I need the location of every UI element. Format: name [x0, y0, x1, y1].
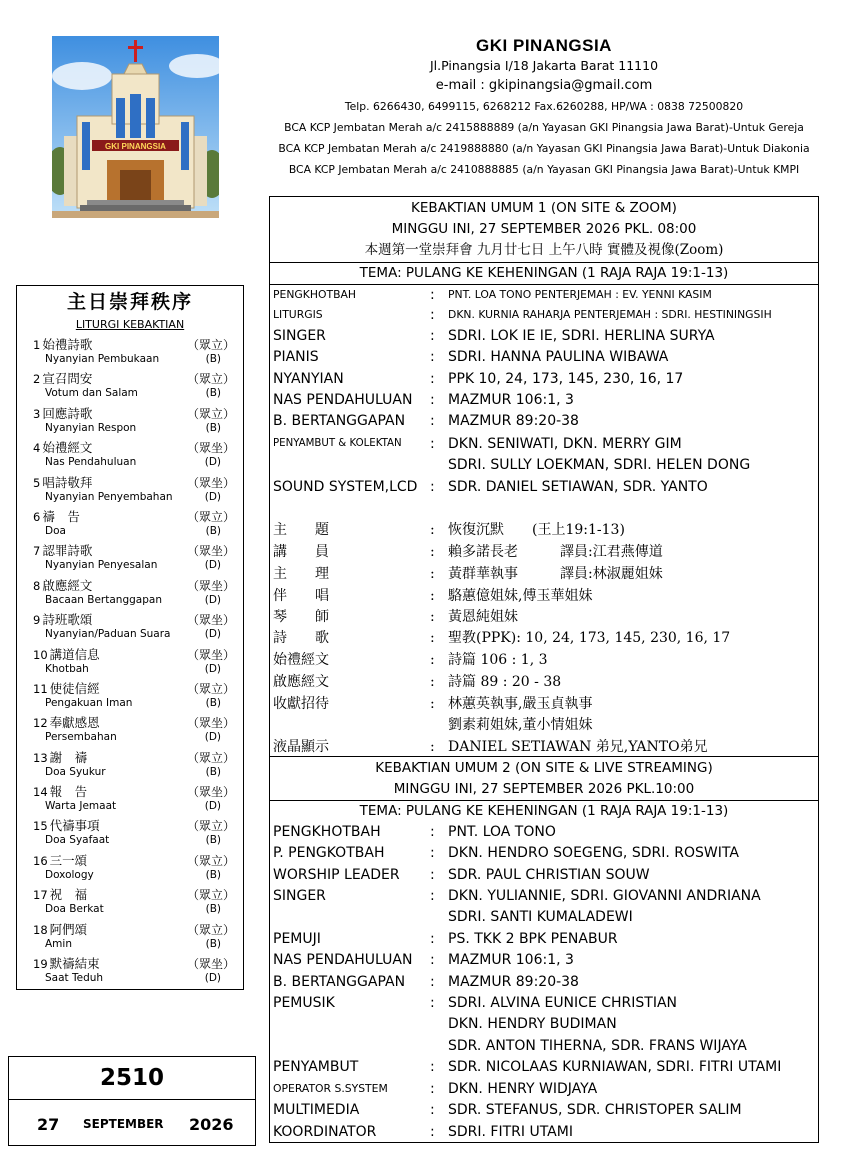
row-label: PENYAMBUT & KOLEKTAN [273, 438, 402, 449]
row-label: SOUND SYSTEM,LCD [273, 479, 418, 495]
row-label: NYANYIAN [273, 371, 344, 387]
order-item-number: 7 [33, 544, 41, 559]
row-value: DKN. YULIANNIE, SDRI. GIOVANNI ANDRIANA [448, 888, 761, 904]
row-value: 劉素莉姐妹,董小情姐妹 [448, 717, 593, 733]
order-item-number: 14 [33, 785, 48, 800]
order-title: 主日崇拜秩序 [66, 291, 193, 313]
row-separator: : [430, 974, 435, 990]
row-separator: : [430, 371, 435, 387]
row-separator: : [430, 307, 435, 323]
service-schedule [269, 196, 819, 1143]
order-item-number: 10 [33, 647, 48, 662]
order-item [17, 747, 243, 781]
row-value: 恢復沉默 (王上19:1-13) [448, 522, 625, 538]
order-item-posture: （眾立） [186, 338, 235, 352]
order-item-chinese-label: 謝 禱 [49, 749, 88, 765]
order-item-chinese [33, 887, 87, 903]
service1-chinese-row [273, 607, 816, 627]
order-item-code: (D) [204, 731, 221, 744]
row-separator: : [430, 413, 435, 429]
row-label: PEMUSIK [273, 995, 335, 1011]
row-separator: : [430, 739, 435, 755]
service1-chinese-row [273, 694, 816, 714]
order-item-number: 6 [33, 509, 41, 524]
order-item-chinese-label: 三一頌 [49, 852, 88, 868]
order-item-chinese-label: 始禮詩歌 [42, 337, 93, 352]
row-label: PENGKHOTBAH [273, 288, 356, 301]
row-separator: : [430, 328, 435, 344]
divider [270, 756, 818, 757]
order-item-code: (B) [205, 903, 221, 916]
order-item-posture: （眾立） [186, 372, 235, 387]
row-value: SDR. STEFANUS, SDR. CHRISTOPER SALIM [448, 1102, 742, 1118]
order-item-chinese-label: 禱 告 [42, 508, 80, 524]
order-item-posture: （眾坐） [186, 613, 235, 628]
service2-row [273, 1100, 816, 1120]
service1-row [273, 390, 816, 410]
row-value: 黃恩純姐妹 [448, 609, 518, 625]
row-label: WORSHIP LEADER [273, 867, 400, 883]
order-item-chinese [33, 956, 100, 972]
order-item-chinese [33, 647, 100, 663]
order-item-code: (D) [204, 972, 221, 985]
order-item-code: (B) [205, 524, 221, 537]
order-item-indonesian: Doa Syafaat [45, 834, 110, 847]
order-item-posture: （眾立） [186, 888, 235, 903]
order-item-number: 13 [33, 750, 48, 765]
row-value: PNT. LOA TONO [448, 824, 556, 840]
service1-row [273, 285, 816, 305]
order-item-chinese-label: 始禮經文 [42, 440, 93, 456]
row-label: NAS PENDAHULUAN [273, 392, 413, 408]
order-item [17, 644, 243, 678]
order-item [17, 678, 243, 712]
row-label: PEMUJI [273, 931, 321, 947]
service1-row [273, 347, 816, 367]
service2-theme: TEMA: PULANG KE KEHENINGAN (1 RAJA RAJA 19:1-13) [359, 803, 729, 819]
row-label: 詩 歌 [273, 630, 329, 646]
order-item-number: 12 [33, 716, 48, 731]
order-item-indonesian: Khotbah [45, 662, 89, 675]
row-label: 啟應經文 [273, 674, 329, 690]
order-item-number: 5 [33, 475, 41, 490]
row-separator: : [430, 287, 435, 303]
order-item-number: 8 [33, 578, 41, 593]
order-item-number: 15 [33, 819, 48, 834]
order-item-posture: （眾立） [186, 681, 235, 696]
order-item [17, 368, 243, 402]
order-item-indonesian: Persembahan [45, 731, 117, 744]
order-item-indonesian: Bacaan Bertanggapan [45, 593, 162, 606]
order-item-chinese [33, 578, 92, 594]
service2-row [273, 907, 816, 927]
service1-row [273, 434, 816, 454]
row-label: PENGKHOTBAH [273, 824, 381, 840]
order-of-worship [16, 285, 244, 990]
order-item [17, 437, 243, 471]
church-phone: Telp. 6266430, 6499115, 6268212 Fax.6260288, HP/WA : 0838 72500820 [344, 100, 744, 113]
service1-chinese-row [273, 564, 816, 584]
row-label: 主 題 [273, 522, 329, 538]
service1-chinese-row [273, 520, 816, 540]
row-separator: : [430, 674, 435, 690]
order-item-posture: （眾立） [186, 509, 235, 524]
row-value: 聖教(PPK): 10, 24, 173, 145, 230, 16, 17 [448, 630, 731, 646]
order-item [17, 540, 243, 574]
order-item-code: (B) [205, 353, 221, 365]
row-label: P. PENGKOTBAH [273, 845, 385, 861]
row-label: 伴 唱 [273, 588, 329, 604]
order-item-code: (D) [204, 456, 221, 469]
row-label: NAS PENDAHULUAN [273, 952, 413, 968]
row-value: 賴多諾長老 譯員:江君燕傳道 [448, 544, 663, 560]
order-item-indonesian: Nyanyian/Paduan Suara [45, 628, 171, 641]
row-value: PPK 10, 24, 173, 145, 230, 16, 17 [448, 371, 684, 387]
church-name: GKI PINANGSIA [476, 36, 612, 55]
order-item-chinese-label: 報 告 [49, 784, 88, 800]
bulletin-day: 27 [37, 1115, 60, 1134]
church-photo [52, 36, 219, 218]
service2-row [273, 886, 816, 906]
service1-row [273, 455, 816, 475]
order-item-indonesian: Amin [45, 937, 72, 950]
order-item-number: 17 [33, 888, 48, 903]
order-item-code: (B) [205, 868, 221, 881]
order-item-chinese-label: 祝 福 [49, 887, 88, 903]
order-item [17, 815, 243, 849]
service2-row [273, 822, 816, 842]
order-item [17, 884, 243, 918]
row-separator: : [430, 544, 435, 560]
row-separator: : [430, 867, 435, 883]
row-value: SDR. NICOLAAS KURNIAWAN, SDRI. FITRI UTAMI [448, 1059, 782, 1075]
row-value: 詩篇 106 : 1, 3 [448, 652, 548, 668]
order-item-indonesian: Nyanyian Penyembahan [45, 490, 173, 503]
service2-title: KEBAKTIAN UMUM 2 (ON SITE & LIVE STREAMING) [375, 760, 713, 776]
service1-row [273, 326, 816, 346]
row-separator: : [430, 696, 435, 712]
row-value: 林蕙英執事,嚴玉貞執事 [448, 696, 593, 712]
row-label: 液晶顯示 [273, 739, 329, 755]
service1-row [273, 369, 816, 389]
row-separator: : [430, 1081, 435, 1097]
order-item [17, 506, 243, 540]
order-item-indonesian: Warta Jemaat [45, 800, 117, 813]
service2-row [273, 1122, 816, 1142]
row-label: 主 理 [273, 566, 329, 582]
service1-chinese-row [273, 715, 816, 735]
row-value: DKN. SENIWATI, DKN. MERRY GIM [448, 436, 682, 452]
row-label: 始禮經文 [273, 652, 329, 668]
bulletin-number-box [8, 1056, 256, 1146]
order-item-chinese [33, 406, 92, 422]
order-item-code: (D) [204, 593, 221, 606]
order-item-chinese [33, 750, 87, 766]
row-label: PIANIS [273, 349, 319, 365]
row-value: PNT. LOA TONO PENTERJEMAH : EV. YENNI KASIM [448, 288, 712, 301]
order-item [17, 953, 243, 987]
row-label: 琴 師 [273, 609, 329, 625]
order-item-code: (D) [204, 662, 221, 675]
order-item-posture: （眾立） [186, 819, 235, 834]
order-item-number: 16 [33, 853, 48, 868]
order-item-indonesian: Nyanyian Respon [45, 421, 137, 434]
row-label: MULTIMEDIA [273, 1102, 360, 1118]
order-item-chinese-label: 默禱結束 [49, 956, 100, 972]
order-item-posture: （眾坐） [186, 441, 235, 456]
order-item-code: (B) [205, 834, 221, 847]
order-item-indonesian: Doa Syukur [45, 765, 106, 778]
order-item-chinese [33, 543, 92, 559]
order-item-indonesian: Doa [45, 524, 66, 537]
order-item-code: (B) [205, 696, 221, 709]
row-separator: : [430, 630, 435, 646]
row-value: SDRI. ALVINA EUNICE CHRISTIAN [448, 995, 678, 1011]
order-item-code: (D) [204, 628, 221, 641]
order-item-posture: （眾坐） [186, 475, 235, 490]
service2-row [273, 865, 816, 885]
bank-account-kmpi: BCA KCP Jembatan Merah a/c 2410888885 (a/n Yayasan GKI Pinangsia Jawa Barat)-Untuk KMPI [288, 163, 800, 176]
order-item-indonesian: Doa Berkat [45, 903, 104, 916]
order-item-code: (B) [205, 765, 221, 778]
order-item [17, 919, 243, 953]
order-item-posture: （眾立） [186, 750, 235, 765]
order-item-posture: （眾坐） [186, 578, 235, 593]
church-sign-text: GKI PINANGSIA [105, 142, 166, 151]
service2-row [273, 1036, 816, 1056]
row-separator: : [430, 1102, 435, 1118]
service2-row [273, 1079, 816, 1099]
service1-chinese-row [273, 542, 816, 562]
order-item-chinese-label: 認罪詩歌 [42, 543, 93, 559]
service1-chinese-row [273, 586, 816, 606]
order-item-chinese [33, 715, 100, 731]
order-item-number: 4 [33, 441, 41, 456]
bulletin-month: SEPTEMBER [83, 1117, 164, 1131]
row-label: 講 員 [273, 544, 329, 560]
service1-chinese-row [273, 628, 816, 648]
order-item-chinese [33, 509, 80, 525]
order-item-posture: （眾立） [186, 406, 235, 421]
order-item-posture: （眾坐） [186, 957, 235, 972]
row-label: OPERATOR S.SYSTEM [273, 1082, 388, 1095]
order-item-number: 11 [33, 681, 48, 696]
order-item-number: 18 [33, 922, 48, 937]
row-separator: : [430, 931, 435, 947]
row-value: SDR. DANIEL SETIAWAN, SDR. YANTO [448, 479, 708, 495]
row-separator: : [430, 652, 435, 668]
order-item-code: (B) [205, 387, 221, 400]
order-item [17, 334, 243, 368]
service2-row [273, 1014, 816, 1034]
row-value: SDRI. HANNA PAULINA WIBAWA [448, 349, 669, 365]
order-item-posture: （眾坐） [186, 544, 235, 559]
service2-row [273, 950, 816, 970]
row-label: 收獻招待 [273, 696, 329, 712]
order-item-chinese [33, 475, 92, 491]
order-items [17, 334, 243, 987]
order-item-chinese-label: 回應詩歌 [42, 405, 93, 421]
bank-account-diakonia: BCA KCP Jembatan Merah a/c 2419888880 (a/n Yayasan GKI Pinangsia Jawa Barat)-Untuk Diakonia [278, 142, 810, 155]
order-item-chinese-label: 代禱事項 [49, 818, 100, 834]
order-item-chinese-label: 阿們頌 [49, 921, 88, 937]
row-label: PENYAMBUT [273, 1059, 359, 1075]
row-value: SDR. PAUL CHRISTIAN SOUW [448, 867, 650, 883]
order-item [17, 575, 243, 609]
row-separator: : [430, 1059, 435, 1075]
order-item-posture: （眾坐） [186, 716, 235, 731]
bank-account-gereja: BCA KCP Jembatan Merah a/c 2415888889 (a/n Yayasan GKI Pinangsia Jawa Barat)-Untuk Gereja [284, 121, 804, 134]
service2-row [273, 843, 816, 863]
row-label: SINGER [273, 328, 326, 344]
order-item [17, 712, 243, 746]
order-item-chinese [33, 440, 92, 456]
order-item-chinese [33, 784, 87, 800]
order-item-number: 2 [33, 372, 41, 387]
row-separator: : [430, 588, 435, 604]
row-label: KOORDINATOR [273, 1124, 377, 1140]
bulletin-year: 2026 [189, 1115, 234, 1134]
order-item-posture: （眾立） [186, 853, 235, 868]
row-separator: : [430, 436, 435, 452]
order-item-chinese-label: 宣召問安 [42, 371, 93, 387]
order-item-posture: （眾坐） [186, 647, 235, 662]
order-item-code: (D) [204, 490, 221, 503]
row-separator: : [430, 1124, 435, 1140]
bulletin-number: 2510 [9, 1057, 255, 1100]
row-separator: : [430, 522, 435, 538]
order-item [17, 850, 243, 884]
row-value: SDRI. LOK IE IE, SDRI. HERLINA SURYA [448, 328, 715, 344]
row-separator: : [430, 888, 435, 904]
service1-title: KEBAKTIAN UMUM 1 (ON SITE & ZOOM) [411, 200, 677, 216]
bulletin-date [9, 1100, 255, 1146]
service1-chinese-row [273, 672, 816, 692]
order-item-indonesian: Doxology [45, 868, 94, 881]
order-subtitle: LITURGI KEBAKTIAN [75, 318, 185, 331]
service2-row [273, 972, 816, 992]
order-item-chinese [33, 337, 92, 353]
order-item-indonesian: Nyanyian Pembukaan [45, 353, 160, 365]
row-label: B. BERTANGGAPAN [273, 974, 406, 990]
service2-row [273, 993, 816, 1013]
service1-row [273, 477, 816, 497]
row-value: MAZMUR 89:20-38 [448, 413, 579, 429]
order-item-indonesian: Pengakuan Iman [45, 696, 133, 709]
row-separator: : [430, 392, 435, 408]
row-separator: : [430, 609, 435, 625]
row-value: DKN. KURNIA RAHARJA PENTERJEMAH : SDRI. HESTININGSIH [448, 308, 772, 321]
service1-chinese-row [273, 737, 816, 757]
order-item-chinese [33, 371, 92, 387]
order-item-chinese-label: 啟應經文 [42, 577, 93, 593]
row-value: MAZMUR 89:20-38 [448, 974, 579, 990]
row-label: SINGER [273, 888, 326, 904]
order-item-chinese [33, 681, 100, 697]
order-item-number: 3 [33, 406, 41, 421]
order-item-chinese-label: 使徒信經 [49, 680, 100, 696]
row-value: 駱蕙億姐妹,傅玉華姐妹 [448, 588, 593, 604]
row-value: 詩篇 89 : 20 - 38 [448, 674, 562, 690]
service1-chinese-line: 本週第一堂崇拜會 九月廿七日 上午八時 實體及視像(Zoom) [364, 242, 724, 258]
order-item-indonesian: Votum dan Salam [45, 387, 138, 400]
order-item-indonesian: Nas Pendahuluan [45, 456, 137, 469]
order-item-indonesian: Saat Teduh [45, 972, 104, 985]
order-item [17, 403, 243, 437]
service1-row [273, 305, 816, 325]
row-separator: : [430, 349, 435, 365]
order-item-chinese [33, 612, 92, 628]
order-item-code: (D) [204, 559, 221, 572]
service2-datetime: MINGGU INI, 27 SEPTEMBER 2026 PKL.10:00 [393, 781, 695, 797]
order-item-number: 9 [33, 613, 41, 628]
service1-chinese-row [273, 650, 816, 670]
row-value: DKN. HENRY WIDJAYA [448, 1081, 598, 1097]
row-separator: : [430, 824, 435, 840]
row-value: DKN. HENDRY BUDIMAN [448, 1016, 617, 1032]
order-item-number: 19 [33, 957, 48, 972]
row-value: 黃群華執事 譯員:林淑麗姐妹 [448, 566, 663, 582]
order-item [17, 472, 243, 506]
order-item-indonesian: Nyanyian Penyesalan [45, 559, 158, 572]
order-item-code: (D) [204, 800, 221, 813]
row-value: SDRI. FITRI UTAMI [448, 1124, 573, 1140]
row-value: PS. TKK 2 BPK PENABUR [448, 931, 618, 947]
order-item-code: (B) [205, 421, 221, 434]
service1-row [273, 411, 816, 431]
service2-row [273, 929, 816, 949]
order-item [17, 609, 243, 643]
row-value: SDRI. SULLY LOEKMAN, SDRI. HELEN DONG [448, 457, 751, 473]
order-item-chinese [33, 922, 87, 938]
order-item-chinese-label: 詩班歌頌 [42, 612, 93, 628]
order-item-posture: （眾立） [186, 922, 235, 937]
service1-theme: TEMA: PULANG KE KEHENINGAN (1 RAJA RAJA 19:1-13) [359, 265, 729, 281]
order-item-chinese-label: 唱詩敬拜 [42, 474, 93, 490]
row-value: DANIEL SETIAWAN 弟兄,YANTO弟兄 [448, 739, 708, 755]
church-address: Jl.Pinangsia I/18 Jakarta Barat 11110 [429, 58, 659, 73]
order-item-chinese [33, 818, 100, 834]
order-item-chinese [33, 853, 87, 869]
row-label: LITURGIS [273, 308, 323, 321]
order-item-chinese-label: 奉獻感恩 [49, 715, 100, 731]
row-value: MAZMUR 106:1, 3 [448, 392, 574, 408]
order-item-code: (B) [205, 937, 221, 950]
row-separator: : [430, 479, 435, 495]
order-item-number: 1 [33, 338, 41, 352]
row-value: SDR. ANTON TIHERNA, SDR. FRANS WIJAYA [448, 1038, 747, 1054]
order-item-posture: （眾坐） [186, 785, 235, 800]
church-header [270, 36, 818, 180]
service2-row [273, 1057, 816, 1077]
row-separator: : [430, 995, 435, 1011]
row-separator: : [430, 952, 435, 968]
row-label: B. BERTANGGAPAN [273, 413, 406, 429]
order-item-chinese-label: 講道信息 [49, 646, 100, 662]
row-value: SDRI. SANTI KUMALADEWI [448, 909, 633, 925]
row-value: MAZMUR 106:1, 3 [448, 952, 574, 968]
service1-datetime: MINGGU INI, 27 SEPTEMBER 2026 PKL. 08:00 [391, 221, 697, 237]
row-separator: : [430, 566, 435, 582]
church-email: e-mail : gkipinangsia@gmail.com [435, 78, 653, 93]
row-value: DKN. HENDRO SOEGENG, SDRI. ROSWITA [448, 845, 739, 861]
row-separator: : [430, 845, 435, 861]
order-item [17, 781, 243, 815]
